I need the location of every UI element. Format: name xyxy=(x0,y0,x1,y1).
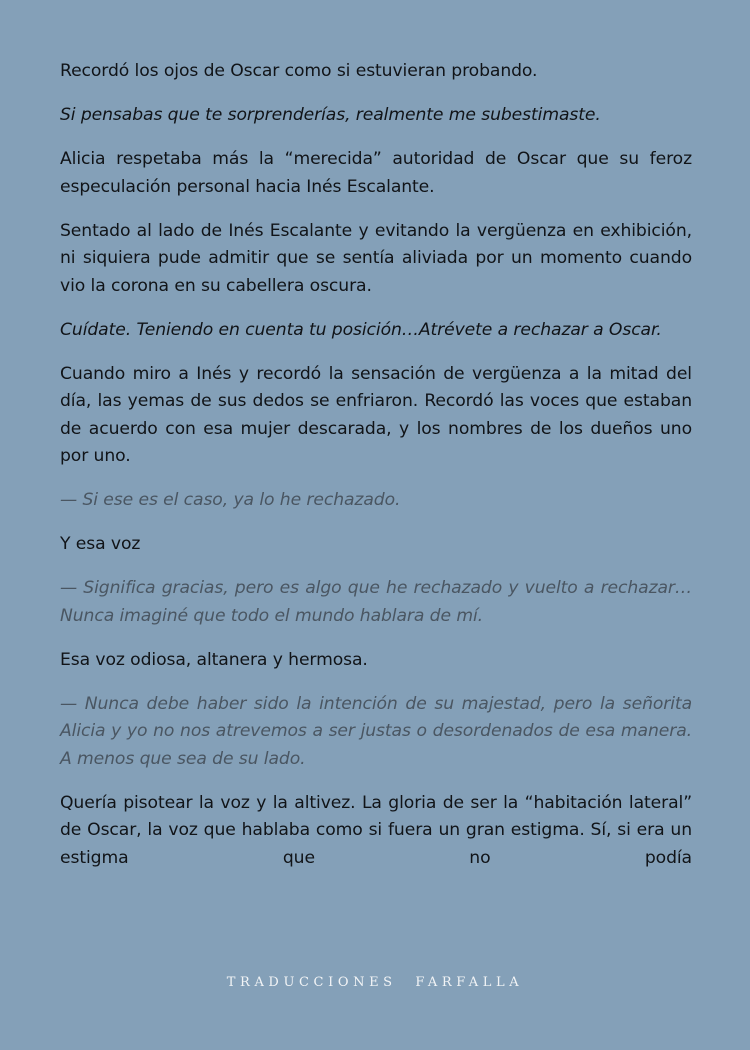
dialogue-line: — Significa gracias, pero es algo que he rechazado y vuelto a rechazar… Nunca imaginé que todo el mundo hablara de mí. xyxy=(60,578,692,626)
page-body xyxy=(60,58,692,889)
paragraph: Sentado al lado de Inés Escalante y evitando la vergüenza en exhibición, ni siquiera pude admitir que se sentía aliviada por un momento cuando vio la corona en su cabellera oscura. xyxy=(60,220,692,296)
paragraph: Cuando miro a Inés y recordó la sensación de vergüenza a la mitad del día, las yemas de sus dedos se enfriaron. Recordó las voces que estaban de acuerdo con esa mujer descarada, y los nombres de los dueños uno por uno. xyxy=(60,363,692,466)
paragraph: Quería pisotear la voz y la altivez. La gloria de ser la “habitación lateral” de Oscar, la voz que hablaba como si fuera un gran estigma. Sí, si era un estigma que no podía xyxy=(60,792,692,868)
footer-credit: TRADUCCIONES FARFALLA xyxy=(226,975,524,990)
paragraph: Y esa voz xyxy=(60,534,141,554)
italic-thought: Si pensabas que te sorprenderías, realmente me subestimaste. xyxy=(60,105,601,125)
dialogue-line: — Nunca debe haber sido la intención de su majestad, pero la señorita Alicia y yo no nos atrevemos a ser justas o desordenados de esa manera. A menos que sea de su lado. xyxy=(60,693,692,769)
paragraph: Recordó los ojos de Oscar como si estuvieran probando. xyxy=(60,61,538,81)
paragraph: Alicia respetaba más la “merecida” autoridad de Oscar que su feroz especulación personal hacia Inés Escalante. xyxy=(60,149,692,197)
paragraph: Esa voz odiosa, altanera y hermosa. xyxy=(60,649,368,670)
italic-thought: Cuídate. Teniendo en cuenta tu posición…Atrévete a rechazar a Oscar. xyxy=(60,319,662,340)
dialogue-line: — Si ese es el caso, ya lo he rechazado. xyxy=(60,490,401,510)
